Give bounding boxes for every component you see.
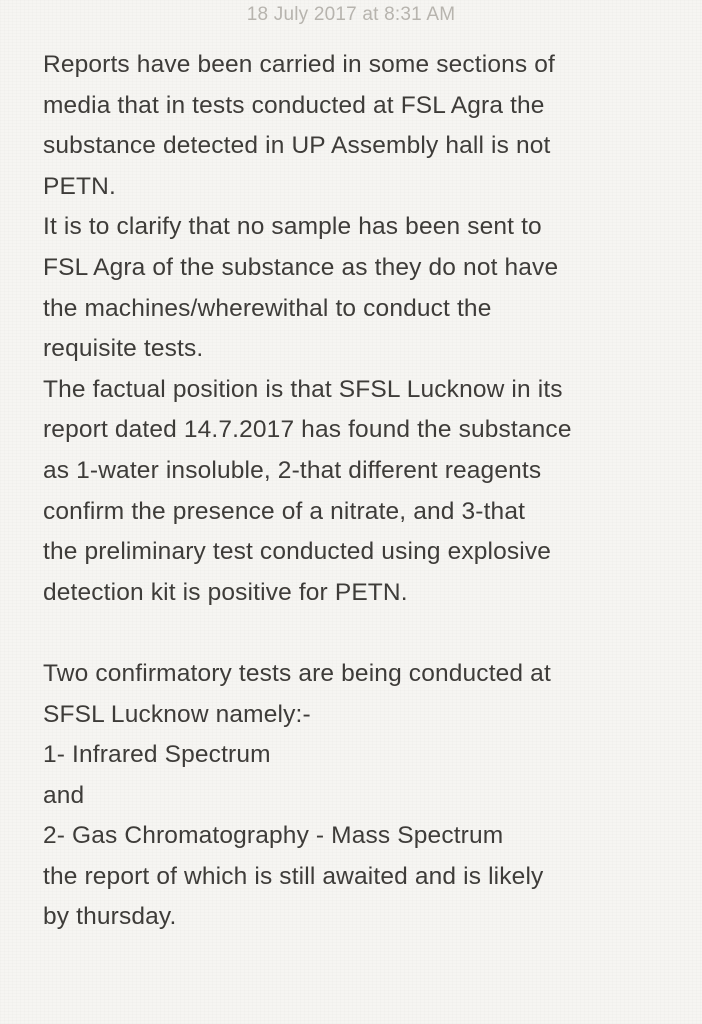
note-line: and xyxy=(43,781,85,809)
note-body[interactable] xyxy=(43,45,683,938)
note-line: SFSL Lucknow namely:- xyxy=(43,700,311,728)
note-line: The factual position is that SFSL Lucknow in its xyxy=(43,375,563,403)
paragraph-gap xyxy=(43,613,683,654)
note-line: substance detected in UP Assembly hall is not xyxy=(43,132,551,160)
note-line: the machines/wherewithal to conduct the xyxy=(43,294,492,322)
note-line: the preliminary test conducted using explosive xyxy=(43,538,552,566)
note-line: Reports have been carried in some sections of xyxy=(43,51,555,78)
note-line: Two confirmatory tests are being conducted at xyxy=(43,659,551,687)
note-timestamp: 18 July 2017 at 8:31 AM xyxy=(246,4,456,25)
note-line: confirm the presence of a nitrate, and 3-that xyxy=(43,497,526,525)
note-line: by thursday. xyxy=(43,903,177,931)
note-line: as 1-water insoluble, 2-that different reagents xyxy=(43,456,542,484)
note-line: 2- Gas Chromatography - Mass Spectrum xyxy=(43,822,504,850)
note-line: report dated 14.7.2017 has found the substance xyxy=(43,416,572,444)
note-line: media that in tests conducted at FSL Agra the xyxy=(43,91,545,119)
note-line: requisite tests. xyxy=(43,335,204,363)
note-line: 1- Infrared Spectrum xyxy=(43,741,271,769)
note-line: the report of which is still awaited and is likely xyxy=(43,862,544,890)
note-line: It is to clarify that no sample has been sent to xyxy=(43,213,542,241)
note-line: FSL Agra of the substance as they do not have xyxy=(43,253,559,281)
note-line: PETN. xyxy=(43,172,116,200)
note-line: detection kit is positive for PETN. xyxy=(43,578,408,606)
